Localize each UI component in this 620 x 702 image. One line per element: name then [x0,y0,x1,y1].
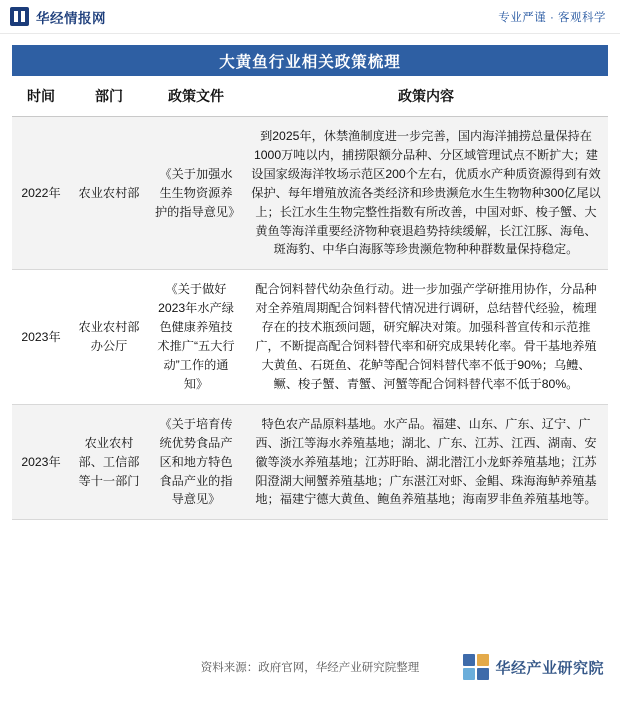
column-header-document: 政策文件 [148,76,244,117]
cell-time: 2023年 [12,404,70,520]
cell-department: 农业农村部、工信部等十一部门 [70,404,148,520]
footer-logo [463,654,604,680]
table-row [12,270,608,404]
column-header-time: 时间 [12,76,70,117]
cell-content: 配合饲料替代幼杂鱼行动。进一步加强产学研推用协作，分品种对全养殖周期配合饲料替代情况进行调研，总结替代经验，梳理存在的技术瓶颈问题，研究解决对策。加强科普宣传和示范推广，不断提高配合饲料替代率和研究成果转化率。骨干基地养殖大黄鱼、石斑鱼、花鲈等配合饲料替代率不低于90%；乌鳢、鳜、梭子蟹、青蟹、河蟹等配合饲料替代率不低于80%。 [244,270,608,404]
cell-document: 《关于加强水生生物资源养护的指导意见》 [148,117,244,270]
table-row [12,117,608,270]
cell-document: 《关于培育传统优势食品产区和地方特色食品产业的指导意见》 [148,404,244,520]
cell-department: 农业农村部 [70,117,148,270]
cell-document: 《关于做好2023年水产绿色健康养殖技术推广“五大行动”工作的通知》 [148,270,244,404]
table-header-row [12,76,608,117]
policy-table [12,76,608,520]
cell-time: 2023年 [12,270,70,404]
cell-department: 农业农村部办公厅 [70,270,148,404]
cell-content: 特色农产品原料基地。水产品。福建、山东、广东、辽宁、广西、浙江等海水养殖基地；湖北、广东、江苏、江西、湖南、安徽等淡水养殖基地；江苏盱眙、湖北潜江小龙虾养殖基地；江苏阳澄湖大闸蟹养殖基地；广东湛江对虾、金鲳、珠海海鲈养殖基地；福建宁德大黄鱼、鲍鱼养殖基地；海南罗非鱼养殖基地等。 [244,404,608,520]
four-squares-icon [463,654,489,680]
table-row [12,404,608,520]
cell-time: 2022年 [12,117,70,270]
page-title-text: 大黄鱼行业相关政策梳理 [219,53,401,71]
column-header-content: 政策内容 [244,76,608,117]
brand-tagline: 专业严谨 · 客观科学 [498,11,606,24]
brand-name: 华经情报网 [36,10,106,26]
bottom-strip [0,694,620,702]
source-note: 资料来源：政府官网，华经产业研究院整理 [200,662,420,674]
top-bar [0,0,620,34]
brand-square-icon [10,7,29,26]
cell-content: 到2025年，休禁渔制度进一步完善，国内海洋捕捞总量保持在1000万吨以内，捕捞限额分品种、分区域管理试点不断扩大；建设国家级海洋牧场示范区200个左右，优质水产种质资源得到有效保护、每年增殖放流各类经济和珍贵濒危水生生物物种300亿尾以上；长江水生生物完整性指数有所改善，中国对虾、梭子蟹、大黄鱼等海洋重要经济物种衰退趋势持续缓解，长江江豚、海龟、斑海豹、中华白海豚等珍贵濒危物种种群数量保持稳定。 [244,117,608,270]
footer-logo-text: 华经产业研究院 [495,659,604,677]
brand [10,7,106,27]
page-title [12,45,608,76]
column-header-department: 部门 [70,76,148,117]
